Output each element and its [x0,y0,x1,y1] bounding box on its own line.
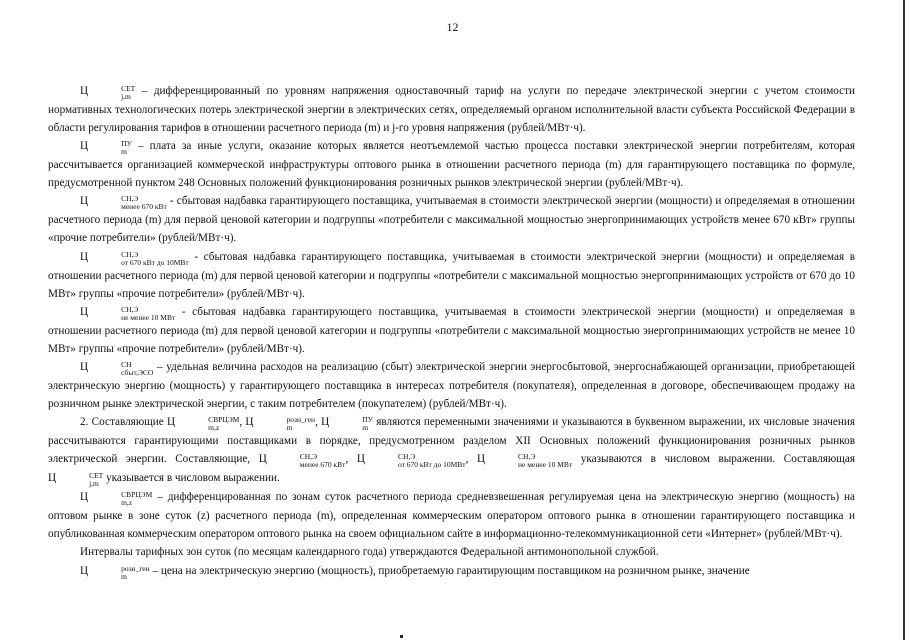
paragraph-4: Интервалы тарифных зон суток (по месяцам календарного года) утверждаются Федеральной антимонопольной службой. [80,546,659,559]
paragraph: Ц ПУ m – плата за иные услуги, оказание которых является неотъемлемой частью процесса поставки электрической энергии потребителям, которая рассчитывается организацией коммерческой инфраструктуры оптового рынка в отношении расчетного периода (m) для гарантирующего поставщика по формуле, предусмотренной пунктом 248 Основных положений функционирования розничных рынков электрической энергии (рублей/МВт·ч). [48,139,855,190]
symbol: Ц ПУ m [321,415,373,433]
symbol: Ц СЕТ j,m [48,471,104,489]
page-number: 12 [446,20,459,34]
symbol: Ц СН,Э от 670 кВт до 10МВт [80,249,189,267]
document-body [48,82,855,581]
paragraph: Ц СЕТ j,m – дифференцированный по уровням напряжения одноставочный тариф на услуги по передаче электрической энергии с учетом стоимости нормативных технологических потерь электрической энергии в электрических сетях, определяемый органом исполнительной власти субъекта Российской Федерации в области регулирования тарифов в отношении расчетного периода (m) и j-го уровня напряжения (рублей/МВт·ч). [48,84,855,135]
symbol: Ц СН,Э не менее 10 МВт [476,452,573,470]
paragraph-5: Ц розн_ген m – цена на электрическую энергию (мощность), приобретаемую гарантирующим поставщиком на розничном рынке, значение [80,563,750,581]
symbol: Ц СН,Э менее 670 кВт [258,452,346,470]
symbol: Ц СН,Э менее 670 кВт [80,194,167,212]
paragraph: Ц СН,Э менее 670 кВт - сбытовая надбавка гарантирующего поставщика, учитываемая в стоимости электрической энергии (мощности) и определяемая в отношении расчетного периода (m) для первой ценовой категории и подгруппы «потребители с максимальной мощностью энергопринимающих устройств менее 670 кВт» группы «прочие потребители» (рублей/МВт·ч). [48,194,855,245]
symbol: Ц розн_ген m [80,563,150,581]
symbol: Ц СВРЦЭМ m,z [167,415,240,433]
symbol: Ц СЕТ j,m [80,84,136,101]
paragraph-2: 2. Составляющие Ц СВРЦЭМ m,z , Ц розн_ген m , Ц ПУ m являются переменными значениями и указываются в буквенном выражении, их числовые значения рассчитываются гарантирующими поставщиками в порядке, предусмотренном разделом XII Основных положений функционирования розничных рынков электрической энергии. Составляющие, Ц СН,Э менее 670 кВт , Ц СН,Э от 670 кВт до 10МВт , Ц СН,Э не менее 10 МВт указываются в числовом выражении. Составляющая Ц СЕТ j,m указывается в числовом выражении. [48,415,855,489]
paragraph: Ц СН сбыт,ЭСО – удельная величина расходов на реализацию (сбыт) электрической энергии энергосбытовой, энергоснабжающей организации, приобретающей электрическую энергию (мощность) у гарантирующего поставщика в интересах потребителя (покупателя), определенная в договоре, обеспечивающем продажу на розничном рынке электрической энергии, с таким потребителем (покупателем) (рублей/МВт·ч). [48,359,855,411]
symbol: Ц СН сбыт,ЭСО [80,359,154,377]
paragraph: Ц СН,Э не менее 10 МВт - сбытовая надбавка гарантирующего поставщика, учитываемая в стоимости электрической энергии (мощности) и определяемая в отношении расчетного периода (m) для первой ценовой категории и подгруппы «потребители с максимальной мощностью энергопринимающих устройств не менее 10 МВт» группы «прочие потребители» (рублей/МВт·ч). [48,304,855,355]
symbol: Ц СН,Э не менее 10 МВт [80,304,176,322]
symbol: Ц СВРЦЭМ m,z [80,490,153,508]
symbol: Ц ПУ m [80,139,132,157]
paragraph: Ц СН,Э от 670 кВт до 10МВт - сбытовая надбавка гарантирующего поставщика, учитываемая в стоимости электрической энергии (мощности) и определяемая в отношении расчетного периода (m) для первой ценовой категории и подгруппы «потребители с максимальной мощностью энергопринимающих устройств от 670 до 10 МВт» группы «прочие потребители» (рублей/МВт·ч). [48,249,855,300]
scan-mark [400,635,403,638]
symbol: Ц СН,Э от 670 кВт до 10МВт [356,452,466,470]
symbol: Ц розн_ген m [245,415,316,433]
paragraph-3: Ц СВРЦЭМ m,z – дифференцированная по зонам суток расчетного периода средневзвешенная регулируемая цена на электрическую энергию (мощность) на оптовом рынке в зоне суток (z) расчетного периода (m), определенная коммерческим оператором оптового рынка в отношении гарантирующего поставщика и опубликованная коммерческим оператором оптового рынка на своем официальном сайте в информационно-телекоммуникационной сети «Интернет» (рублей/МВт·ч). [48,490,855,541]
